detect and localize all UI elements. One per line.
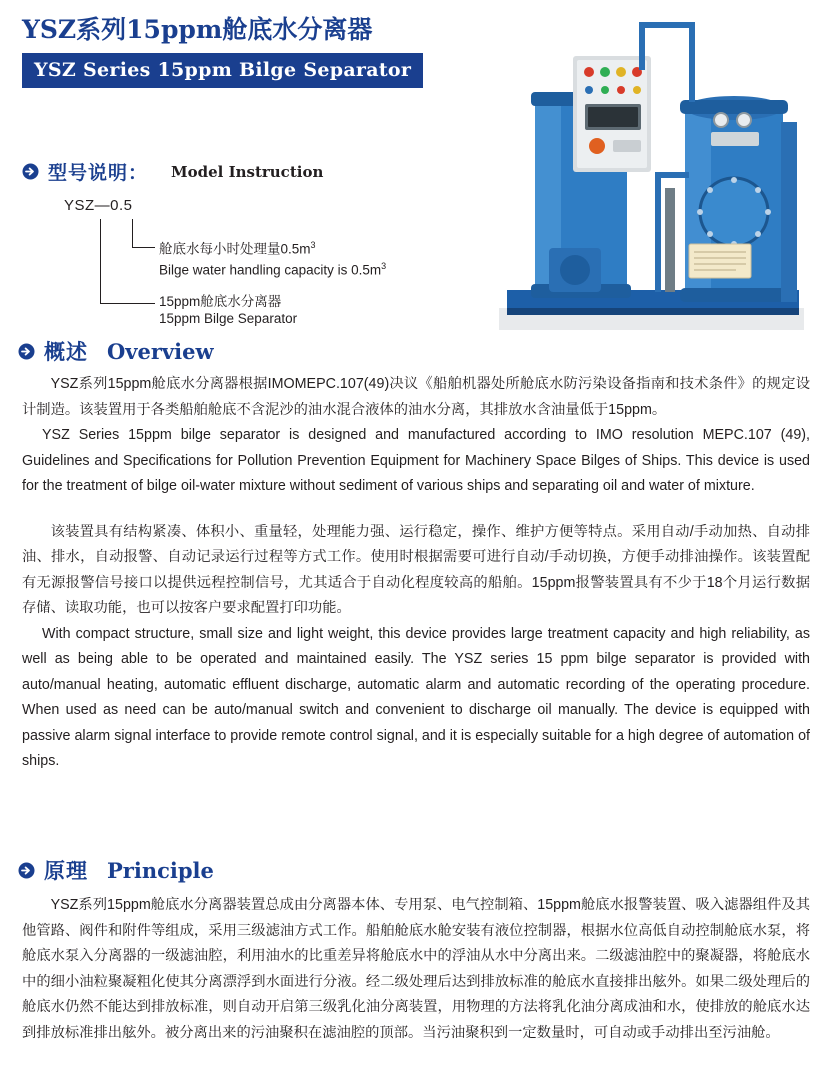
overview-paragraph-1-en: YSZ Series 15ppm bilge separator is designed and manufactured according to IMO resolution MEPC.107 (49), Guidelines and Specifications for Pollution Prevention Equipment for Machinery Space Bilges of Ships. This device is used for the treatment of bilge oil-water mixture without sediment of various ships and separating oil and water of mixture.: [22, 427, 810, 494]
model-code-text: YSZ—0.5: [64, 197, 133, 214]
page-title-cn: YSZ系列15ppm舱底水分离器: [22, 15, 373, 44]
callout-capacity-en-sup: 3: [381, 260, 387, 271]
overview-paragraph-2-en: With compact structure, small size and light weight, this device provides large treatment capacity and high reliability, as well as being able to be operated and maintained easily. The YSZ series 15 ppm bilge separator is provided with auto/manual heating, automatic effluent discharge, automatic alarm and automatic recording of the operating procedure. When used as need can be auto/manual switch and convenient to discharge oil manually. The device is equipped with passive alarm signal interface to provide remote control signal, and it is especially suitable for a high degree of automation of ships.: [22, 625, 810, 769]
document-header: [22, 14, 462, 88]
model-instruction-label-cn: 型号说明：: [48, 162, 149, 184]
principle-heading: [18, 855, 214, 885]
overview-body: [22, 372, 810, 775]
callout-product-en: 15ppm Bilge Separator: [159, 311, 298, 326]
callout-capacity-cn: 舱底水每小时处理量0.5m: [159, 241, 311, 257]
principle-heading-cn: 原理: [44, 858, 88, 883]
page-title-en: YSZ Series 15ppm Bilge Separator: [22, 53, 423, 88]
arrow-bullet-icon: [18, 343, 35, 360]
model-instruction-section: [22, 158, 492, 337]
model-callout-product: [159, 293, 297, 327]
callout-capacity-cn-sup: 3: [310, 240, 316, 250]
model-instruction-heading: [22, 158, 492, 185]
principle-body: [22, 893, 810, 1046]
overview-paragraph-2-cn: 该装置具有结构紧凑、体积小、重量轻，处理能力强、运行稳定，操作、维护方便等特点。采用自动/手动加热、自动排油、排水，自动报警、自动记录运行过程等方式工作。使用时根据需要可进行自动/手动切换，方便手动排油操作。该装置配有无源报警信号接口以提供远程控制信号，尤其适合于自动化程度较高的船舶。15ppm报警装置具有不少于18个月运行数据存储、读取功能，也可以按客户要求配置打印功能。: [22, 523, 810, 616]
overview-heading-cn: 概述: [44, 339, 88, 364]
leader-line-lower: [100, 219, 155, 304]
arrow-bullet-icon: [22, 163, 39, 180]
principle-paragraph-1-cn: YSZ系列15ppm舱底水分离器装置总成由分离器本体、专用泵、电气控制箱、15ppm舱底水报警装置、吸入滤器组件及其他管路、阀件和附件等组成，采用三级滤油方式工作。船舶舱底水舱安装有液位控制器，根据水位高低自动控制舱底水泵，将舱底水泵入分离器的一级滤油腔，利用油水的比重差异将舱底水中的浮油从水中分离出来。二级滤油腔中的聚凝器，将舱底水中的细小油粒聚凝粗化使其分离漂浮到水面进行分液。经二级处理后达到排放标准的舱底水直接排出舷外。如果二级处理后的舱底水仍然不能达到排放标准，则自动开启第三级乳化油分离装置，用物理的方法将乳化油分离成油和水，使排放的舱底水达到排放标准排出舷外。被分离出来的污油聚积在滤油腔的顶部。当污油聚积到一定数量时，可自动或手动排出至污油舱。: [22, 897, 810, 1041]
callout-product-cn: 15ppm舱底水分离器: [159, 294, 282, 309]
model-code-diagram: [22, 197, 492, 337]
product-photo: [489, 12, 814, 342]
model-instruction-label-en: Model Instruction: [171, 162, 324, 181]
arrow-bullet-icon: [18, 862, 35, 879]
principle-heading-en: Principle: [107, 857, 214, 883]
callout-capacity-en: Bilge water handling capacity is 0.5m: [159, 262, 382, 277]
overview-paragraph-1-cn: YSZ系列15ppm舱底水分离器根据IMOMEPC.107(49)决议《船舶机器处所舱底水防污染设备指南和技术条件》的规定设计制造。该装置用于各类船舶舱底不含泥沙的油水混合液体的油水分离，其排放水含油量低于15ppm。: [22, 376, 810, 418]
overview-heading-en: Overview: [107, 338, 214, 364]
overview-heading: [18, 336, 214, 366]
model-callout-capacity: [159, 237, 386, 278]
